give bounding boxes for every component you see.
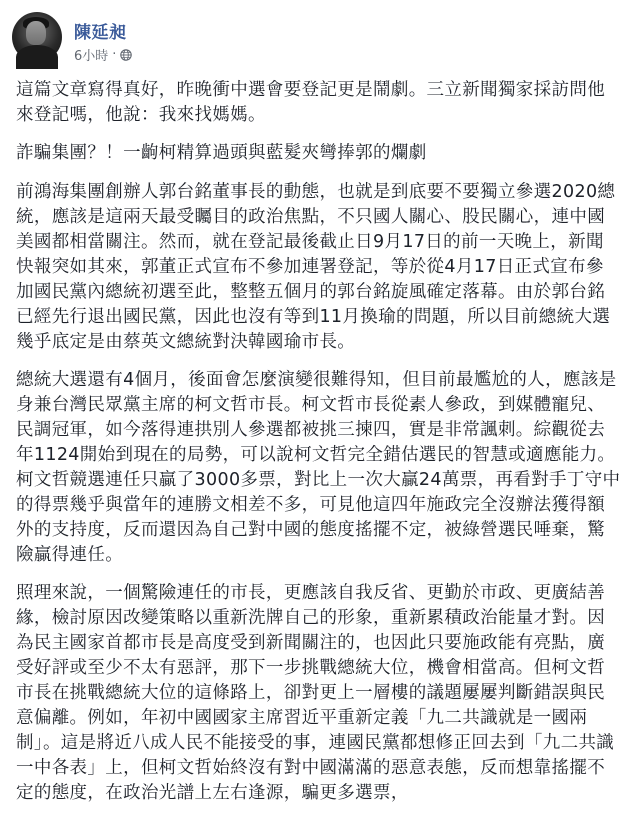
post-paragraph: 前鴻海集團創辦人郭台銘董事長的動態，也就是到底要不要獨立參選2020總統，應該是這兩天最受矚目的政治焦點，不只國人關心、股民關心，連中國美國都相當關注。然而，就在登記最後截止日9月17日的前一天晚上，新聞快報突如其來，郭董正式宣布不參加連署登記，等於從4月17日正式宣布參加國民黨內總統初選至此，整整五個月的郭台銘旋風確定落幕。由於郭台銘已經先行退出國民黨，因此也沒有等到11月換瑜的問題，所以目前總統大選幾乎底定是由蔡英文總統對決韓國瑜市長。 <box>16 182 616 352</box>
post-timestamp[interactable]: 6小時 <box>74 49 109 64</box>
avatar-shoulders <box>16 45 58 69</box>
post-header <box>12 12 612 64</box>
post-paragraph: 總統大選還有4個月，後面會怎麼演變很難得知，但目前最尷尬的人，應該是身兼台灣民眾黨主席的柯文哲市長。柯文哲市長從素人參政，到媒體寵兒、民調冠軍，如今落得連拱別人參選都被挑三揀四，實是非常諷刺。綜觀從去年1124開始到現在的局勢，可以說柯文哲完全錯估選民的智慧或適應能力。柯文哲競選連任只贏了3000多票，對比上一次大贏24萬票，再看對手丁守中的得票幾乎與當年的連勝文相差不多，可見他這四年施政完全沒辦法獲得額外的支持度，反而還因為自己對中國的態度搖擺不定，被綠營選民唾棄，驚險贏得連任。 <box>16 370 621 565</box>
meta-separator: · <box>112 47 117 62</box>
author-name[interactable]: 陳延昶 <box>74 23 127 43</box>
profile-avatar[interactable] <box>12 12 62 62</box>
globe-icon[interactable] <box>120 49 132 61</box>
post-meta <box>74 45 132 64</box>
post-paragraph-intro: 這篇文章寫得真好，昨晚衝中選會要登記更是鬧劇。三立新聞獨家採訪問他來登記嗎，他說：我來找媽媽。 <box>16 80 606 125</box>
post-paragraph: 照理來說，一個驚險連任的市長，更應該自我反省、更勤於市政、更廣結善緣，檢討原因改變策略以重新洗牌自己的形象，重新累積政治能量才對。因為民主國家首都市長是高度受到新聞關注的，也因此只要施政能有亮點，廣受好評或至少不太有惡評，那下一步挑戰總統大位，機會相當高。但柯文哲市長在挑戰總統大位的這條路上，卻對更上一層樓的議題屢屢判斷錯誤與民意偏離。例如，年初中國國家主席習近平重新定義「九二共識就是一國兩制」。這是將近八成人民不能接受的事，連國民黨都想修正回去到「九二共識一中各表」上，但柯文哲始終沒有對中國滿滿的惡意表態，反而想靠搖擺不定的態度，在政治光譜上左右逢源，騙更多選票， <box>16 583 615 803</box>
post-paragraph-title: 詐騙集團？！一齣柯精算過頭與藍髮夾彎捧郭的爛劇 <box>16 143 427 163</box>
avatar-face <box>26 21 46 45</box>
post-body <box>16 78 621 819</box>
